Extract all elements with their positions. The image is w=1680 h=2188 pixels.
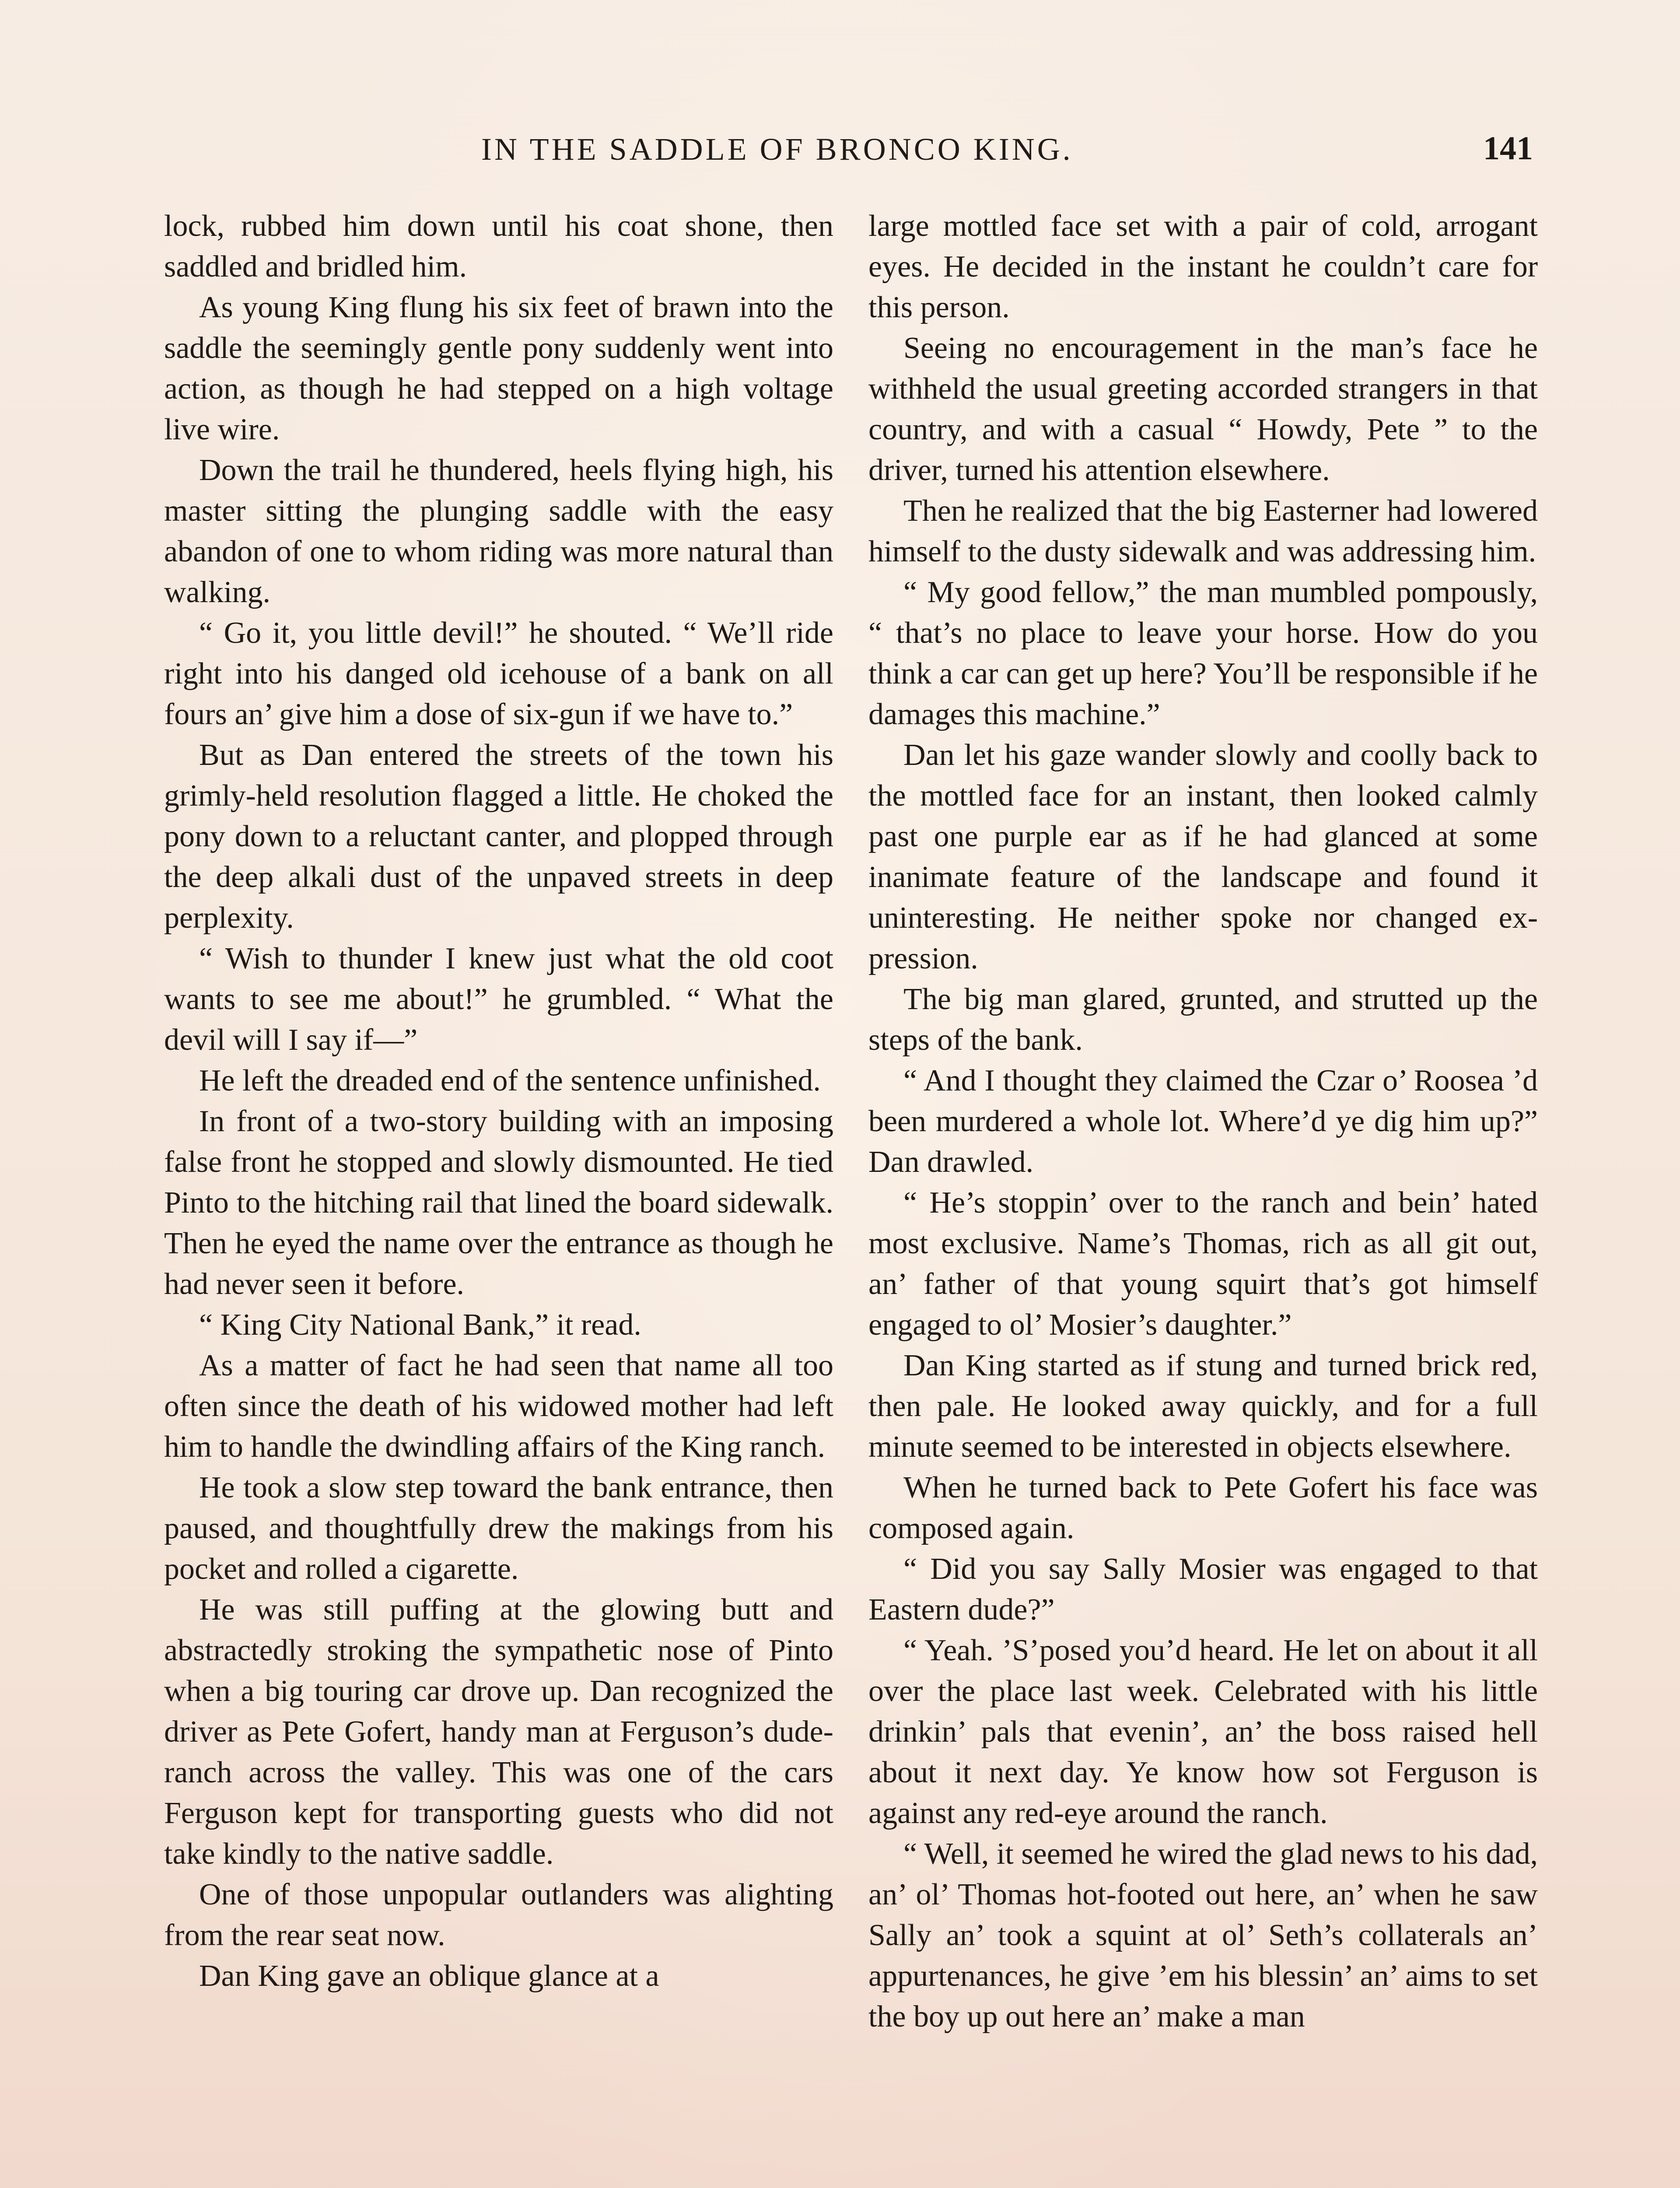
paragraph: He took a slow step toward the bank entrance, then paused, and thoughtfully drew the makings from his pocket and rolled a cigarette. (164, 1471, 833, 1586)
paragraph: “ My good fellow,” the man mumbled pompously, “ that’s no place to leave your horse. How do you think a car can get up here? You’ll be responsible if he damages this machine.” (868, 575, 1538, 731)
left-column (164, 206, 833, 1996)
paragraph: “ Did you say Sally Mosier was engaged to that Eastern dude?” (868, 1552, 1538, 1627)
running-head: IN THE SADDLE OF BRONCO KING. (481, 132, 1073, 167)
paragraph: He was still puffing at the glowing butt and abstractedly stroking the sympathetic nose of Pinto when a big touring car drove up. Dan recognized the driver as Pete Gofert, handy man at Ferguson’s dude-ranch across the valley. This was one of the cars Ferguson kept for transporting guests who did not take kindly to the native saddle. (164, 1593, 833, 1871)
page-number: 141 (1483, 130, 1533, 167)
paragraph: lock, rubbed him down until his coat shone, then saddled and bridled him. (164, 209, 833, 284)
paragraph: large mottled face set with a pair of cold, arrogant eyes. He decided in the instant he couldn’t care for this person. (868, 209, 1538, 324)
paragraph: As a matter of fact he had seen that name all too often since the death of his widowed mother had left him to handle the dwindling affairs of the King ranch. (164, 1349, 833, 1464)
paragraph: “ Well, it seemed he wired the glad news to his dad, an’ ol’ Thomas hot-footed out here, an’ when he saw Sally an’ took a squint at ol’ Seth’s collaterals an’ appurtenances, he give ’em his blessin’ an’ aims to set the boy up out here an’ make a man (868, 1837, 1538, 2034)
paragraph: But as Dan entered the streets of the town his grimly-held resolution flagged a little. He choked the pony down to a reluctant canter, and plopped through the deep alkali dust of the unpaved streets in deep perplexity. (164, 738, 833, 935)
paragraph: “ Yeah. ’S’posed you’d heard. He let on about it all over the place last week. Celebrated with his little drinkin’ pals that evenin’, an’ the boss raised hell about it next day. Ye know how sot Ferguson is against any red-eye around the ranch. (868, 1634, 1538, 1830)
paragraph: “ Wish to thunder I knew just what the old coot wants to see me about!” he grumbled. “ What the devil will I say if—” (164, 942, 833, 1057)
paragraph: Dan King gave an oblique glance at a (199, 1959, 659, 1993)
paragraph: One of those unpopular outlanders was alighting from the rear seat now. (164, 1878, 833, 1952)
paragraph: He left the dreaded end of the sentence unfinished. (199, 1064, 821, 1098)
right-column (868, 206, 1538, 2037)
paragraph: Then he realized that the big Easterner had lowered himself to the dusty sidewalk and was addressing him. (868, 494, 1538, 568)
paragraph: “ He’s stoppin’ over to the ranch and bein’ hated most exclusive. Name’s Thomas, rich as all git out, an’ father of that young squirt that’s got himself engaged to ol’ Mosier’s daughter.” (868, 1186, 1538, 1342)
paragraph: “ Go it, you little devil!” he shouted. “ We’ll ride right into his danged old icehouse of a bank on all fours an’ give him a dose of six-gun if we have to.” (164, 616, 833, 731)
paragraph: Dan King started as if stung and turned brick red, then pale. He looked away quickly, and for a full minute seemed to be interested in objects elsewhere. (868, 1349, 1538, 1464)
paragraph: Seeing no encouragement in the man’s face he withheld the usual greeting accorded strangers in that country, and with a casual “ Howdy, Pete ” to the driver, turned his attention elsewhere. (868, 331, 1538, 487)
paragraph: As young King flung his six feet of brawn into the saddle the seemingly gentle pony suddenly went into action, as though he had stepped on a high voltage live wire. (164, 291, 833, 446)
paragraph: When he turned back to Pete Gofert his face was composed again. (868, 1471, 1538, 1545)
paragraph: Down the trail he thundered, heels flying high, his master sitting the plunging saddle with the easy abandon of one to whom riding was more natural than walking. (164, 453, 833, 609)
paragraph: “ And I thought they claimed the Czar o’ Roosea ’d been murdered a whole lot. Where’d ye dig him up?” Dan drawled. (868, 1064, 1538, 1179)
paragraph: In front of a two-story building with an imposing false front he stopped and slowly dismounted. He tied Pinto to the hitching rail that lined the board sidewalk. Then he eyed the name over the entrance as though he had never seen it before. (164, 1105, 833, 1301)
paragraph: The big man glared, grunted, and strutted up the steps of the bank. (868, 982, 1538, 1057)
paragraph: Dan let his gaze wander slowly and coolly back to the mottled face for an instant, then looked calmly past one purple ear as if he had glanced at some inanimate feature of the landscape and found it uninteresting. He neither spoke nor changed expression. (868, 738, 1538, 975)
paragraph: “ King City National Bank,” it read. (199, 1308, 641, 1342)
